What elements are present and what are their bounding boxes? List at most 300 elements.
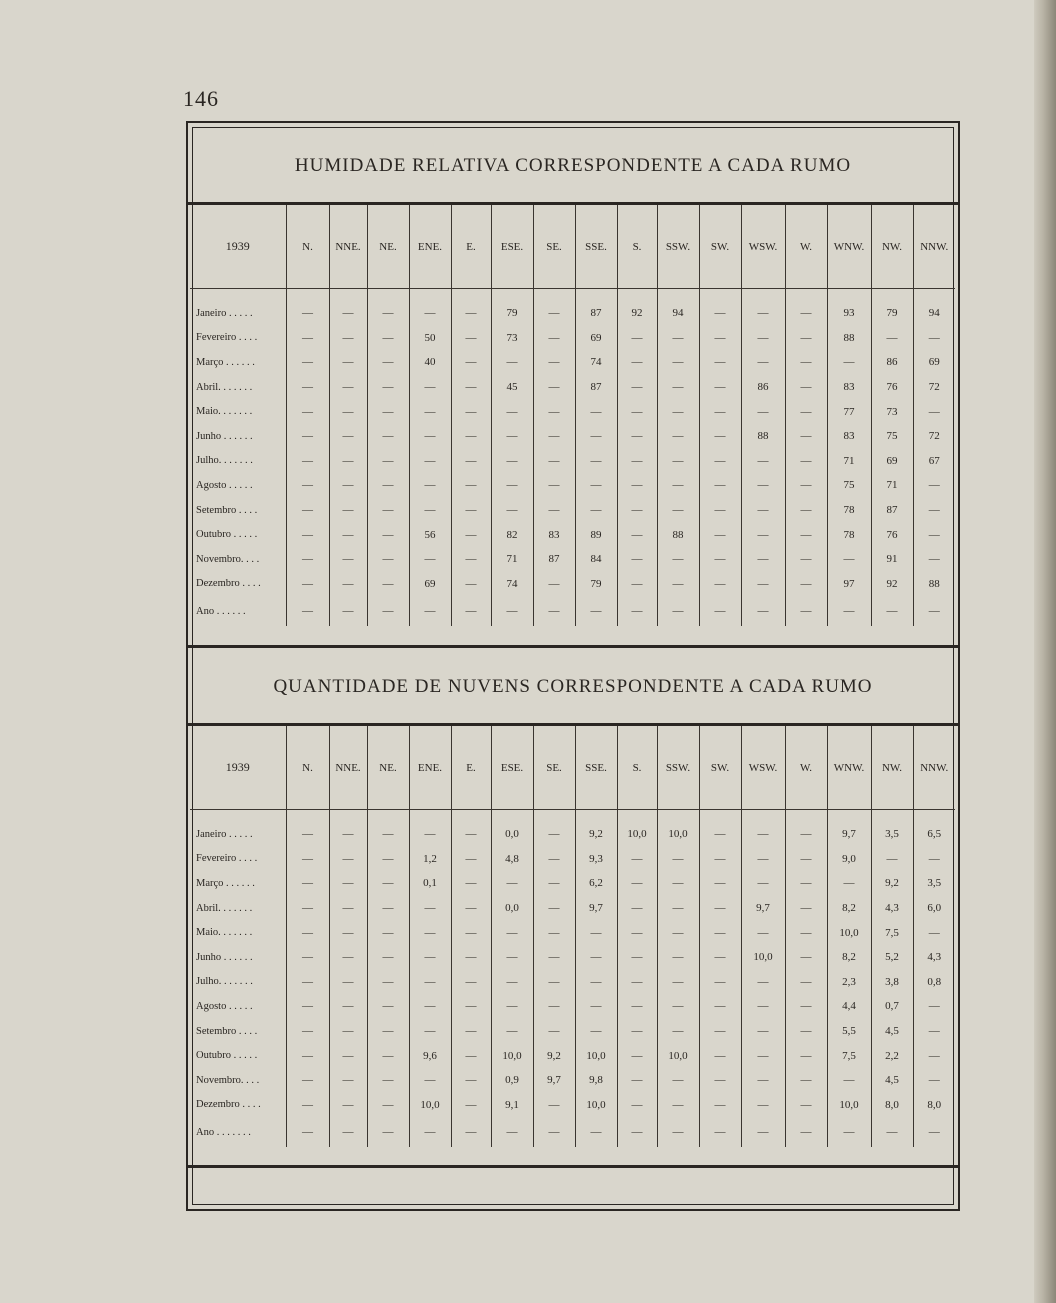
table-cell: — [491,350,533,375]
table-cell: 0,8 [913,970,955,995]
table-cell: 4,8 [491,847,533,872]
table-cell: — [785,1068,827,1093]
table-cell: — [785,522,827,547]
column-header: SW. [699,726,741,810]
table-cell: — [533,449,575,474]
column-header: S. [617,205,657,289]
table-cell: — [286,375,329,400]
table-cell: — [657,424,699,449]
table-cell: — [286,896,329,921]
column-header: ENE. [409,205,451,289]
table-cell: — [451,572,491,597]
table-cell: 5,5 [827,1019,871,1044]
table-cell: — [409,498,451,523]
table-row [190,424,955,449]
row-label: Dezembro . . . . [196,578,261,590]
table-cell: — [451,1093,491,1118]
table-cell: — [699,572,741,597]
table-cell: 4,3 [913,945,955,970]
table-cell: 0,0 [491,822,533,847]
column-header: NE. [367,205,409,289]
row-label: Setembro . . . . [196,1025,258,1037]
table-cell: — [533,945,575,970]
table-cell: — [575,596,617,626]
humidity-body [190,289,955,627]
spacer-cell [827,810,871,823]
table-cell: 77 [827,399,871,424]
table-cell: 2,2 [871,1043,913,1068]
table-cell: — [367,896,409,921]
table-row [190,1019,955,1044]
table-cell: — [657,1019,699,1044]
table-cell: 2,3 [827,970,871,995]
table-cell: — [913,994,955,1019]
table-cell: 89 [575,522,617,547]
table-cell: — [741,970,785,995]
table-cell: 74 [491,572,533,597]
table-cell: — [409,945,451,970]
table-cell: — [451,350,491,375]
table-cell: — [617,896,657,921]
column-header: NE. [367,726,409,810]
table-cell: 9,2 [575,822,617,847]
table-cell: — [785,572,827,597]
table-cell: — [491,596,533,626]
table-cell: 83 [533,522,575,547]
table-cell: — [657,375,699,400]
table-cell: — [533,375,575,400]
table-row [190,326,955,351]
table-row [190,350,955,375]
table-cell: — [533,399,575,424]
table-cell: — [657,847,699,872]
table-cell: — [785,326,827,351]
row-label: Outubro . . . . . [196,529,258,541]
table-cell: — [329,375,367,400]
table-cell: 9,3 [575,847,617,872]
table-cell: — [785,399,827,424]
table-cell: — [329,822,367,847]
spacer-cell [741,289,785,302]
table-row [190,871,955,896]
spacer-cell [451,810,491,823]
table-cell: — [657,399,699,424]
table-cell: — [741,498,785,523]
table-cell: 10,0 [575,1043,617,1068]
table-cell: — [657,449,699,474]
table-cell: — [367,473,409,498]
table-cell: — [451,326,491,351]
table-cell: 9,7 [575,896,617,921]
table-cell: — [491,1117,533,1147]
table-cell: — [409,1068,451,1093]
row-label: Agosto . . . . . [196,1000,253,1012]
column-header: W. [785,205,827,289]
table-cell: — [367,945,409,970]
table-cell: 87 [533,547,575,572]
table-cell: — [409,1117,451,1147]
table-cell: — [367,822,409,847]
spacer-cell [491,289,533,302]
table-cell: — [699,896,741,921]
table-cell: — [785,547,827,572]
table-cell: — [491,473,533,498]
table-cell: — [286,547,329,572]
column-header: SSE. [575,726,617,810]
table-cell: 9,7 [533,1068,575,1093]
table-cell: — [286,449,329,474]
table-cell: 83 [827,375,871,400]
column-header: ESE. [491,205,533,289]
table-cell: 9,1 [491,1093,533,1118]
table-cell: — [451,994,491,1019]
column-header: S. [617,726,657,810]
table-cell: — [785,970,827,995]
humidity-title: HUMIDADE RELATIVA CORRESPONDENTE A CADA RUMO [294,155,852,176]
table-cell: 88 [913,572,955,597]
row-label: Fevereiro . . . . [196,853,258,865]
table-cell: — [329,1019,367,1044]
table-cell: — [913,547,955,572]
table-cell: — [741,822,785,847]
year-header: 1939 [190,726,286,810]
table-cell: — [367,350,409,375]
column-header: NNE. [329,205,367,289]
table-cell: — [699,449,741,474]
table-cell: — [575,498,617,523]
table-cell: 0,0 [491,896,533,921]
table-cell: — [491,871,533,896]
table-cell: — [286,522,329,547]
table-cell: — [286,970,329,995]
table-cell: — [533,498,575,523]
table-cell: 4,5 [871,1068,913,1093]
table-cell: — [451,498,491,523]
table-cell: 71 [827,449,871,474]
table-cell: 79 [491,301,533,326]
table-cell: — [913,847,955,872]
table-cell: — [699,547,741,572]
table-cell: — [451,596,491,626]
table-cell: — [367,424,409,449]
table-cell: 3,8 [871,970,913,995]
table-cell: 45 [491,375,533,400]
table-row [190,970,955,995]
table-cell: — [409,547,451,572]
table-cell: — [657,326,699,351]
table-cell: — [617,522,657,547]
table-cell: 8,0 [913,1093,955,1118]
table-cell: 87 [575,301,617,326]
table-cell: — [827,871,871,896]
table-cell: — [533,424,575,449]
column-header: SE. [533,205,575,289]
table-cell: — [741,301,785,326]
table-cell: — [286,1019,329,1044]
table-cell: — [741,473,785,498]
column-header: NNW. [913,205,955,289]
table-cell: — [329,1093,367,1118]
table-cell: — [827,350,871,375]
table-cell: 7,5 [871,920,913,945]
table-cell: 3,5 [871,822,913,847]
spacer-cell [699,810,741,823]
table-cell: — [785,871,827,896]
column-header: N. [286,205,329,289]
table-cell: — [409,424,451,449]
table-cell: — [785,1043,827,1068]
table-cell: — [785,350,827,375]
table-cell: — [699,822,741,847]
table-cell: 10,0 [657,822,699,847]
table-cell: — [617,473,657,498]
table-cell: — [367,970,409,995]
page-number: 146 [183,86,219,111]
table-cell: — [699,847,741,872]
table-row [190,920,955,945]
table-cell: — [575,399,617,424]
table-cell: — [741,350,785,375]
table-cell: 67 [913,449,955,474]
table-cell: — [827,1117,871,1147]
table-cell: 94 [913,301,955,326]
table-cell: 40 [409,350,451,375]
table-cell: — [286,1117,329,1147]
table-cell: — [657,945,699,970]
table-cell: 9,0 [827,847,871,872]
table-cell: — [286,847,329,872]
table-cell: 93 [827,301,871,326]
table-cell: — [451,1117,491,1147]
table-cell: — [785,424,827,449]
table-cell: — [451,1019,491,1044]
table-cell: — [699,871,741,896]
table-cell: — [491,498,533,523]
table-cell: — [785,822,827,847]
column-header: W. [785,726,827,810]
table-cell: — [286,920,329,945]
table-row [190,522,955,547]
spacer-cell [190,289,286,302]
table-cell: — [367,547,409,572]
spacer-cell [827,289,871,302]
table-cell: — [913,1019,955,1044]
humidity-header-row [190,205,955,289]
table-row [190,1043,955,1068]
column-header: WNW. [827,205,871,289]
table-row [190,375,955,400]
table-cell: — [329,896,367,921]
table-cell: — [741,596,785,626]
table-cell: — [657,1093,699,1118]
table-cell: 10,0 [491,1043,533,1068]
column-header: SSW. [657,726,699,810]
table-cell: 79 [871,301,913,326]
table-cell: 8,2 [827,945,871,970]
table-cell: — [367,449,409,474]
table-cell: 10,0 [575,1093,617,1118]
table-cell: — [657,970,699,995]
table-cell: — [409,399,451,424]
spacer-cell [409,810,451,823]
table-cell: — [533,871,575,896]
table-cell: 97 [827,572,871,597]
table-cell: — [699,1043,741,1068]
spacer-cell [617,810,657,823]
table-cell: — [329,498,367,523]
table-cell: — [367,399,409,424]
row-label: Novembro. . . . [196,553,260,565]
table-cell: — [699,1019,741,1044]
table-cell: — [871,1117,913,1147]
table-cell: — [785,945,827,970]
table-cell: — [533,896,575,921]
table-cell: — [617,994,657,1019]
table-cell: 10,0 [657,1043,699,1068]
row-label: Ano . . . . . . . [196,1126,251,1138]
table-cell: — [451,871,491,896]
table-cell: — [699,945,741,970]
table-cell: — [409,994,451,1019]
table-cell: 10,0 [617,822,657,847]
table-row [190,945,955,970]
table-cell: — [741,572,785,597]
table-cell: — [699,1068,741,1093]
table-cell: — [286,424,329,449]
spacer-cell [657,289,699,302]
spacer-cell [367,810,409,823]
table-cell: — [913,498,955,523]
table-cell: 91 [871,547,913,572]
table-cell: — [575,473,617,498]
table-cell: — [329,871,367,896]
table-cell: 88 [827,326,871,351]
table-cell: — [329,994,367,1019]
table-cell: — [533,350,575,375]
row-label: Março . . . . . . [196,877,255,889]
table-cell: — [409,449,451,474]
table-cell: — [451,301,491,326]
table-cell: 76 [871,522,913,547]
table-cell: — [785,896,827,921]
table-cell: — [451,920,491,945]
row-label: Agosto . . . . . [196,479,253,491]
table-row [190,547,955,572]
column-header: SSW. [657,205,699,289]
table-cell: — [871,326,913,351]
rule-bottom-1 [186,645,960,648]
table-cell: — [533,301,575,326]
table-cell: — [367,301,409,326]
table-cell: — [741,1043,785,1068]
table-cell: — [329,572,367,597]
table-cell: — [785,301,827,326]
row-label: Julho. . . . . . . [196,455,253,467]
table-cell: — [785,375,827,400]
spacer-row [190,810,955,823]
table-cell: — [699,350,741,375]
spacer-cell [451,289,491,302]
table-cell: — [451,896,491,921]
spacer-cell [409,289,451,302]
table-cell: — [741,1093,785,1118]
table-cell: — [329,1117,367,1147]
table-cell: — [913,1043,955,1068]
column-header: E. [451,205,491,289]
row-label: Maio. . . . . . . [196,406,253,418]
table-cell: 94 [657,301,699,326]
table-cell: — [827,596,871,626]
table-cell: — [617,1019,657,1044]
column-header: WSW. [741,726,785,810]
table-cell: — [533,473,575,498]
table-cell: — [617,847,657,872]
humidity-table [190,205,955,626]
table-cell: — [367,1043,409,1068]
table-cell: — [785,1093,827,1118]
table-cell: — [617,449,657,474]
table-cell: — [329,449,367,474]
row-label: Novembro. . . . [196,1074,260,1086]
table-cell: — [657,473,699,498]
table-cell: — [367,994,409,1019]
table-cell: 71 [491,547,533,572]
table-cell: — [451,847,491,872]
spacer-cell [871,810,913,823]
table-cell: — [657,920,699,945]
table-cell: — [785,920,827,945]
table-cell: — [575,424,617,449]
row-label: Janeiro . . . . . [196,828,253,840]
table-cell: — [409,822,451,847]
table-cell: 5,2 [871,945,913,970]
table-cell: — [699,920,741,945]
table-cell: — [409,1019,451,1044]
table-cell: — [741,920,785,945]
table-cell: — [533,1019,575,1044]
table-cell: — [286,301,329,326]
row-label: Abril. . . . . . . [196,381,253,393]
table-cell: — [617,326,657,351]
table-cell: — [785,847,827,872]
table-cell: — [699,399,741,424]
spacer-cell [491,810,533,823]
table-cell: — [409,920,451,945]
row-label: Junho . . . . . . [196,430,253,442]
table-cell: — [367,1093,409,1118]
table-cell: — [785,994,827,1019]
table-cell: — [827,1068,871,1093]
table-row [190,1117,955,1147]
table-cell: — [699,522,741,547]
table-cell: — [491,994,533,1019]
column-header: E. [451,726,491,810]
table-cell: — [451,1068,491,1093]
table-cell: — [409,473,451,498]
spacer-cell [190,810,286,823]
table-cell: 50 [409,326,451,351]
table-cell: — [329,920,367,945]
table-cell: 3,5 [913,871,955,896]
table-cell: — [657,547,699,572]
table-cell: — [367,1068,409,1093]
table-cell: — [329,945,367,970]
table-cell: 84 [575,547,617,572]
table-cell: — [617,424,657,449]
table-cell: — [451,399,491,424]
table-cell: 71 [871,473,913,498]
table-cell: — [617,1068,657,1093]
